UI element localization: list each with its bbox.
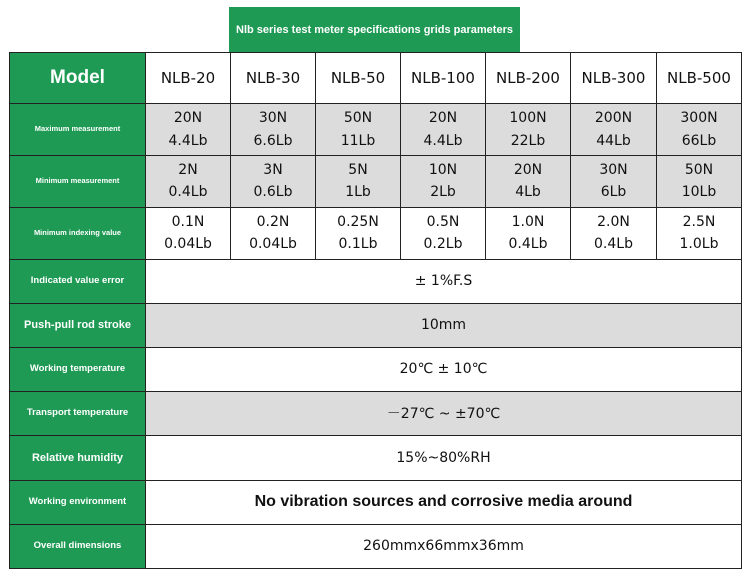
min-measurement-cell: 5N 1Lb	[316, 156, 401, 207]
indicated-error-row	[10, 259, 742, 303]
max-measurement-cell: 100N 22Lb	[486, 104, 571, 156]
min-measurement-label: Minimum measurement	[10, 156, 146, 207]
rod-stroke-label: Push-pull rod stroke	[10, 303, 146, 347]
model-cell: NLB-100	[401, 53, 486, 104]
min-indexing-cell: 0.1N 0.04Lb	[146, 207, 231, 259]
min-measurement-cell: 20N 4Lb	[486, 156, 571, 207]
min-measurement-cell: 3N 0.6Lb	[231, 156, 316, 207]
model-label: Model	[10, 53, 146, 104]
min-measurement-cell: 50N 10Lb	[657, 156, 742, 207]
table-title: Nlb series test meter specifications grids parameters	[229, 7, 520, 52]
model-row	[10, 53, 742, 104]
min-measurement-cell: 2N 0.4Lb	[146, 156, 231, 207]
min-indexing-cell: 0.5N 0.2Lb	[401, 207, 486, 259]
model-cell: NLB-300	[571, 53, 657, 104]
rod-stroke-value: 10mm	[146, 303, 742, 347]
min-measurement-row	[10, 156, 742, 207]
transport-temp-value: －27℃ ~ ±70℃	[146, 392, 742, 436]
indicated-error-label: Indicated value error	[10, 259, 146, 303]
dimensions-value: 260mmx66mmx36mm	[146, 524, 742, 568]
max-measurement-cell: 200N 44Lb	[571, 104, 657, 156]
max-measurement-cell: 20N 4.4Lb	[146, 104, 231, 156]
min-indexing-cell: 0.25N 0.1Lb	[316, 207, 401, 259]
humidity-label: Relative humidity	[10, 436, 146, 480]
rod-stroke-row	[10, 303, 742, 347]
working-temp-label: Working temperature	[10, 348, 146, 392]
min-measurement-cell: 30N 6Lb	[571, 156, 657, 207]
min-indexing-cell: 2.5N 1.0Lb	[657, 207, 742, 259]
max-measurement-cell: 30N 6.6Lb	[231, 104, 316, 156]
max-measurement-cell: 300N 66Lb	[657, 104, 742, 156]
model-cell: NLB-30	[231, 53, 316, 104]
min-indexing-cell: 0.2N 0.04Lb	[231, 207, 316, 259]
humidity-value: 15%~80%RH	[146, 436, 742, 480]
model-cell: NLB-20	[146, 53, 231, 104]
max-measurement-row	[10, 104, 742, 156]
dimensions-label: Overall dimensions	[10, 524, 146, 568]
min-indexing-label: Minimum indexing value	[10, 207, 146, 259]
max-measurement-label: Maximum measurement	[10, 104, 146, 156]
working-temp-value: 20℃ ± 10℃	[146, 348, 742, 392]
min-indexing-row	[10, 207, 742, 259]
min-indexing-cell: 2.0N 0.4Lb	[571, 207, 657, 259]
indicated-error-value: ± 1%F.S	[146, 259, 742, 303]
model-cell: NLB-200	[486, 53, 571, 104]
spec-table	[9, 52, 742, 569]
environment-label: Working environment	[10, 480, 146, 524]
environment-value: No vibration sources and corrosive media around	[146, 480, 742, 524]
max-measurement-cell: 50N 11Lb	[316, 104, 401, 156]
environment-row	[10, 480, 742, 524]
model-cell: NLB-50	[316, 53, 401, 104]
working-temp-row	[10, 348, 742, 392]
transport-temp-row	[10, 392, 742, 436]
transport-temp-label: Transport temperature	[10, 392, 146, 436]
dimensions-row	[10, 524, 742, 568]
min-indexing-cell: 1.0N 0.4Lb	[486, 207, 571, 259]
humidity-row	[10, 436, 742, 480]
min-measurement-cell: 10N 2Lb	[401, 156, 486, 207]
model-cell: NLB-500	[657, 53, 742, 104]
max-measurement-cell: 20N 4.4Lb	[401, 104, 486, 156]
